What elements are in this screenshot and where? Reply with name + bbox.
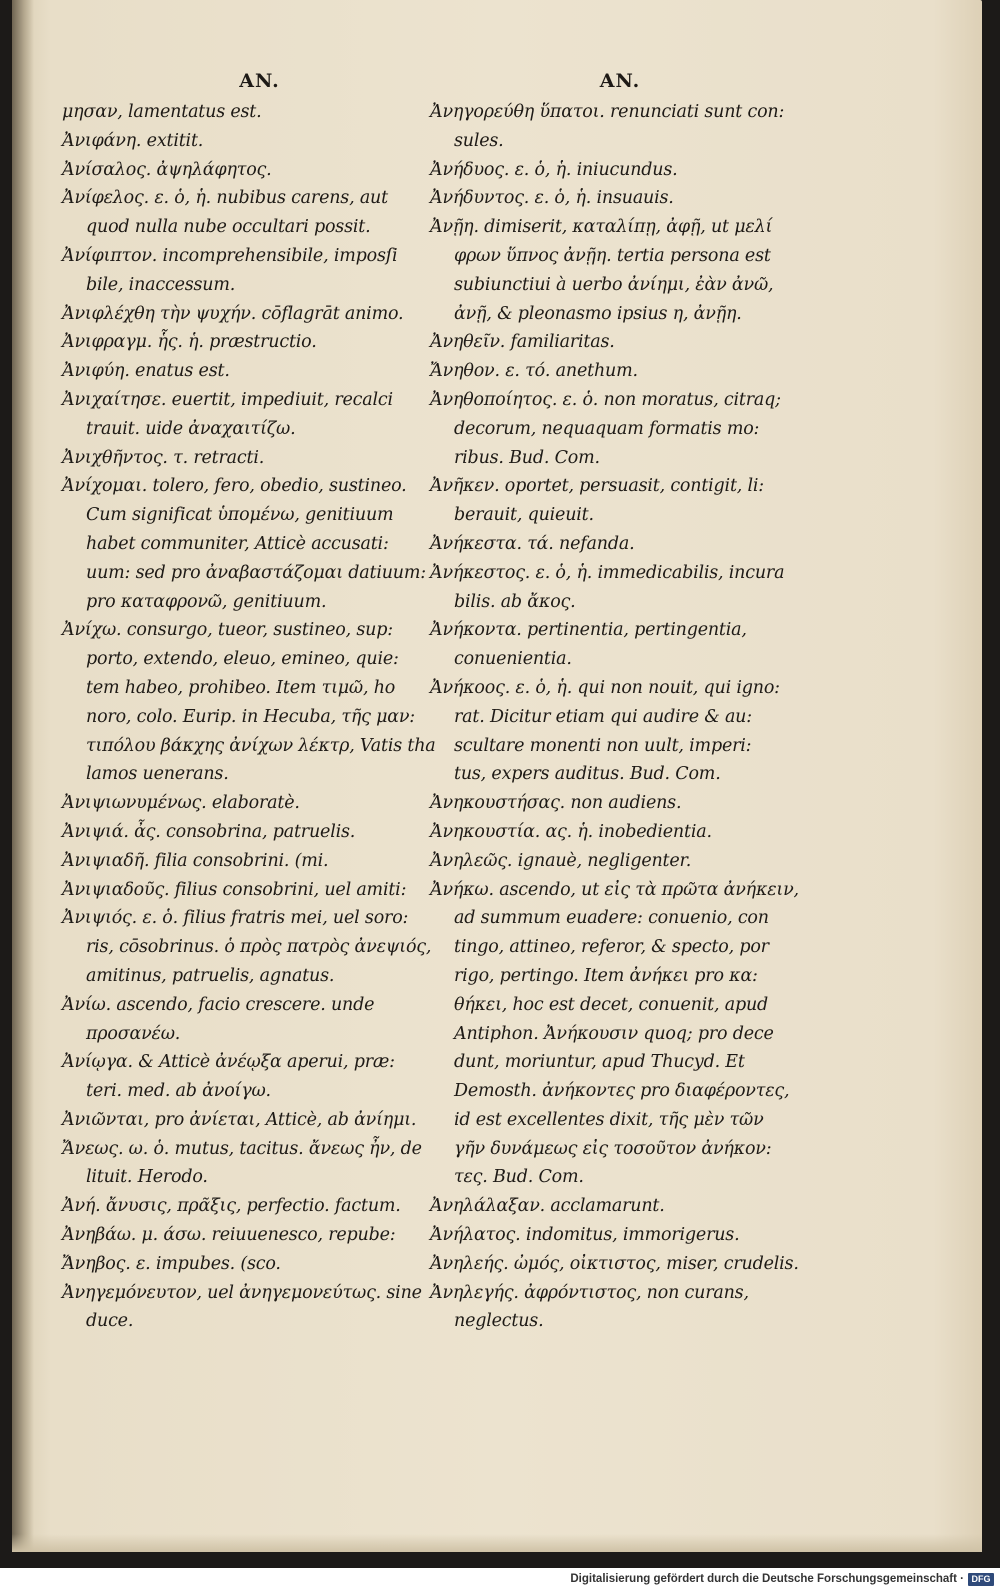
dictionary-line: Ἀνηβάω. μ. άσω. reiuuenesco, repube: (62, 1225, 396, 1246)
dictionary-line: trauit. uide ἀναχαιτίζω. (86, 418, 296, 439)
dictionary-line: Ἀνή. ἄνυσις, πρᾶξις, perfectio. factum. (62, 1196, 401, 1217)
dictionary-line: Ἀνηλάλαξαν. acclamarunt. (430, 1196, 665, 1217)
dictionary-line: προσανέω. (86, 1023, 181, 1044)
dictionary-line: φρων ὕπνος ἀνῇη. tertia persona est (454, 245, 771, 266)
dictionary-line: Ἀνηλεής. ὠμός, οἰκτιστος, miser, crudelis. (430, 1253, 799, 1274)
dictionary-line: decorum, nequaquam formatis mo: (454, 418, 760, 439)
dictionary-line: Ἀνίφελος. ε. ὁ, ἡ. nubibus carens, aut (62, 188, 388, 209)
dictionary-line: noro, colo. Eurip. in Hecuba, τῆς μαν: (86, 706, 415, 727)
dictionary-line: Ἀνιφύη. enatus est. (62, 361, 230, 382)
dictionary-line: Ἀνήδυντος. ε. ὁ, ἡ. insuauis. (430, 188, 674, 209)
dfg-logo: DFG (968, 1573, 994, 1586)
dictionary-line: porto, extendo, eleuo, emineo, quie: (86, 649, 399, 670)
dictionary-line: Cum significat ὑπομένω, genitiuum (86, 505, 394, 526)
dictionary-line: Ἀνιψιός. ε. ὁ. filius fratris mei, uel soro: (62, 908, 409, 929)
right-running-header: AN. (599, 70, 641, 92)
dictionary-line: conuenientia. (454, 649, 572, 670)
left-entries (62, 98, 457, 1336)
left-column (62, 0, 457, 1336)
right-column (430, 0, 810, 1336)
dictionary-line: habet communiter, Atticè accusati: (86, 533, 389, 554)
dictionary-line: rat. Dicitur etiam qui audire & au: (454, 706, 752, 727)
dictionary-line: neglectus. (454, 1311, 544, 1332)
dictionary-line: Ἀνηκουστήσας. non audiens. (430, 793, 682, 814)
dictionary-line: μησαν, lamentatus est. (62, 102, 262, 122)
dictionary-line: Ἀνιχθῆντος. τ. retracti. (62, 447, 265, 468)
dictionary-line: Ἀνιφραγμ. ἧς. ἡ. præstructio. (62, 332, 317, 353)
dictionary-line: Ἀνιψιωνυμένως. elaboratè. (62, 793, 300, 814)
dictionary-line: rigo, pertingo. Item ἀνήκει pro κα: (454, 965, 758, 986)
dictionary-line: Ἀνήκοντα. pertinentia, pertingentia, (430, 620, 747, 641)
dictionary-line: Ἀνίχω. consurgo, tueor, sustineo, sup: (62, 620, 393, 641)
dictionary-line: Ἀνίφιπτον. incomprehensibile, imposſi (62, 245, 398, 266)
dictionary-line: bilis. ab ἄκος. (454, 591, 576, 612)
book-page (12, 0, 982, 1552)
dictionary-line: Ἀνηγεμόνευτον, uel ἀνηγεμονεύτως. sine (62, 1282, 422, 1303)
funding-notice: Digitalisierung gefördert durch die Deutsche Forschungsgemeinschaft · (570, 1573, 964, 1585)
dictionary-line: Ἀνίχομαι. tolero, fero, obedio, sustineo. (62, 476, 407, 497)
dictionary-line: subiunctiui à uerbo ἀνίημι, ἐὰν ἀνῶ, (454, 274, 774, 295)
dictionary-line: Ἀνηγορεύθη ὕπατοι. renunciati sunt con: (430, 102, 785, 122)
dictionary-line: quod nulla nube occultari possit. (86, 217, 371, 238)
dictionary-line: Ἀνίω. ascendo, facio crescere. unde (62, 994, 375, 1015)
page-bottom-edge (12, 1534, 982, 1552)
dictionary-line: Ἀνῇη. dimiserit, καταλίπῃ, ἀφῇ, ut μελί (430, 217, 773, 238)
dictionary-line: θήκει, hoc est decet, conuenit, apud (454, 994, 769, 1015)
dictionary-line: tingo, attineo, referor, & specto, por (454, 937, 769, 958)
dictionary-line: Ἀνιψιαδῆ. filia consobrini. (mi. (62, 850, 329, 871)
dictionary-line: Ἀνηθοποίητος. ε. ὁ. non moratus, citraq; (430, 389, 781, 410)
dictionary-line: Ἀνήκεστος. ε. ὁ, ἡ. immedicabilis, incura (430, 562, 785, 583)
dictionary-line: Ἄνηβος. ε. impubes. (sco. (62, 1253, 281, 1274)
dictionary-line: tem habeo, prohibeo. Item τιμῶ, ho (86, 677, 396, 698)
dictionary-line: ris, cōsobrinus. ὁ πρὸς πατρὸς ἀνεψιός, (86, 937, 432, 958)
footer-bar (0, 1568, 1000, 1592)
dictionary-line: τες. Bud. Com. (454, 1167, 584, 1188)
dictionary-line: γῆν δυνάμεως εἰς τοσοῦτον ἀνήκον: (454, 1138, 772, 1159)
dictionary-line: Ἀνιφάνη. extitit. (62, 130, 204, 151)
dictionary-line: uum: sed pro ἀναβαστάζομαι datiuum: (86, 562, 426, 583)
dictionary-line: pro καταφρονῶ, genitiuum. (86, 591, 327, 612)
dictionary-line: ἀνῇ, & pleonasmo ipsius η, ἀνῇη. (454, 303, 742, 324)
dictionary-line: Ἀνήκω. ascendo, ut εἰς τὰ πρῶτα ἀνήκειν, (430, 879, 799, 900)
dictionary-line: Ἀνιῶνται, pro ἀνίεται, Atticè, ab ἀνίημι. (62, 1109, 417, 1130)
dictionary-line: τιπόλου βάκχης ἀνίχων λέκτρ, Vatis tha (86, 735, 436, 756)
dictionary-line: Ἀνήκοος. ε. ὁ, ἡ. qui non nouit, qui igno: (430, 677, 780, 698)
dictionary-line: lamos uenerans. (86, 764, 229, 785)
dictionary-line: Ἄνεως. ω. ὁ. mutus, tacitus. ἄνεως ἦν, de (62, 1138, 422, 1159)
dictionary-line: teri. med. ab ἀνοίγω. (86, 1081, 271, 1102)
dictionary-line: berauit, quieuit. (454, 505, 594, 526)
dictionary-line: ribus. Bud. Com. (454, 447, 600, 468)
dictionary-line: Ἀνῆκεν. oportet, persuasit, contigit, li: (430, 476, 765, 497)
dictionary-line: sules. (454, 130, 504, 151)
dictionary-line: duce. (86, 1311, 134, 1332)
dictionary-line: Ἀνήδυος. ε. ὁ, ἡ. iniucundus. (430, 159, 678, 180)
dictionary-line: Ἄνηθον. ε. τό. anethum. (430, 361, 638, 382)
dictionary-line: Ἀνίσαλος. ἀψηλάφητος. (62, 159, 272, 180)
dictionary-line: Ἀνηκουστία. ας. ἡ. inobedientia. (430, 821, 712, 842)
dictionary-line: Ἀνηλεῶς. ignauè, negligenter. (430, 850, 692, 871)
dictionary-line: scultare monenti non uult, imperi: (454, 735, 752, 756)
dictionary-line: Antiphon. Ἀνήκουσιν quoq; pro dece (454, 1023, 774, 1044)
dictionary-line: id est excellentes dixit, τῆς μὲν τῶν (454, 1109, 764, 1130)
dictionary-line: Ἀνιψιαδοῦς. filius consobrini, uel amiti: (62, 879, 407, 900)
dictionary-line: Ἀνίῳγα. & Atticè ἀνέῳξα aperui, præ: (62, 1052, 395, 1073)
dictionary-line: amitinus, patruelis, agnatus. (86, 965, 335, 986)
dictionary-line: tus, expers auditus. Bud. Com. (454, 764, 721, 785)
dictionary-line: Ἀνηλεγής. ἀφρόντιστος, non curans, (430, 1282, 749, 1303)
right-entries (430, 98, 810, 1336)
dictionary-line: dunt, moriuntur, apud Thucyd. Et (454, 1052, 745, 1073)
dictionary-line: Ἀνηθεῖν. familiaritas. (430, 332, 615, 353)
dictionary-line: Ἀνιχαίτησε. euertit, impediuit, recalci (62, 389, 393, 410)
left-running-header: AN. (239, 70, 280, 92)
dictionary-line: ad summum euadere: conuenio, con (454, 908, 769, 929)
page-gutter (12, 0, 34, 1552)
dictionary-line: bile, inaccessum. (86, 274, 236, 295)
dictionary-line: lituit. Herodo. (86, 1167, 208, 1188)
dictionary-line: Ἀνήκεστα. τά. nefanda. (430, 533, 635, 554)
dictionary-line: Demosth. ἀνήκοντες pro διαφέροντες, (454, 1081, 790, 1102)
dictionary-line: Ἀνιφλέχθη τὴν ψυχήν. cōflagrāt animo. (62, 303, 404, 324)
dictionary-line: Ἀνήλατος. indomitus, immorigerus. (430, 1225, 740, 1246)
dictionary-line: Ἀνιψιά. ἆς. consobrina, patruelis. (62, 821, 356, 842)
